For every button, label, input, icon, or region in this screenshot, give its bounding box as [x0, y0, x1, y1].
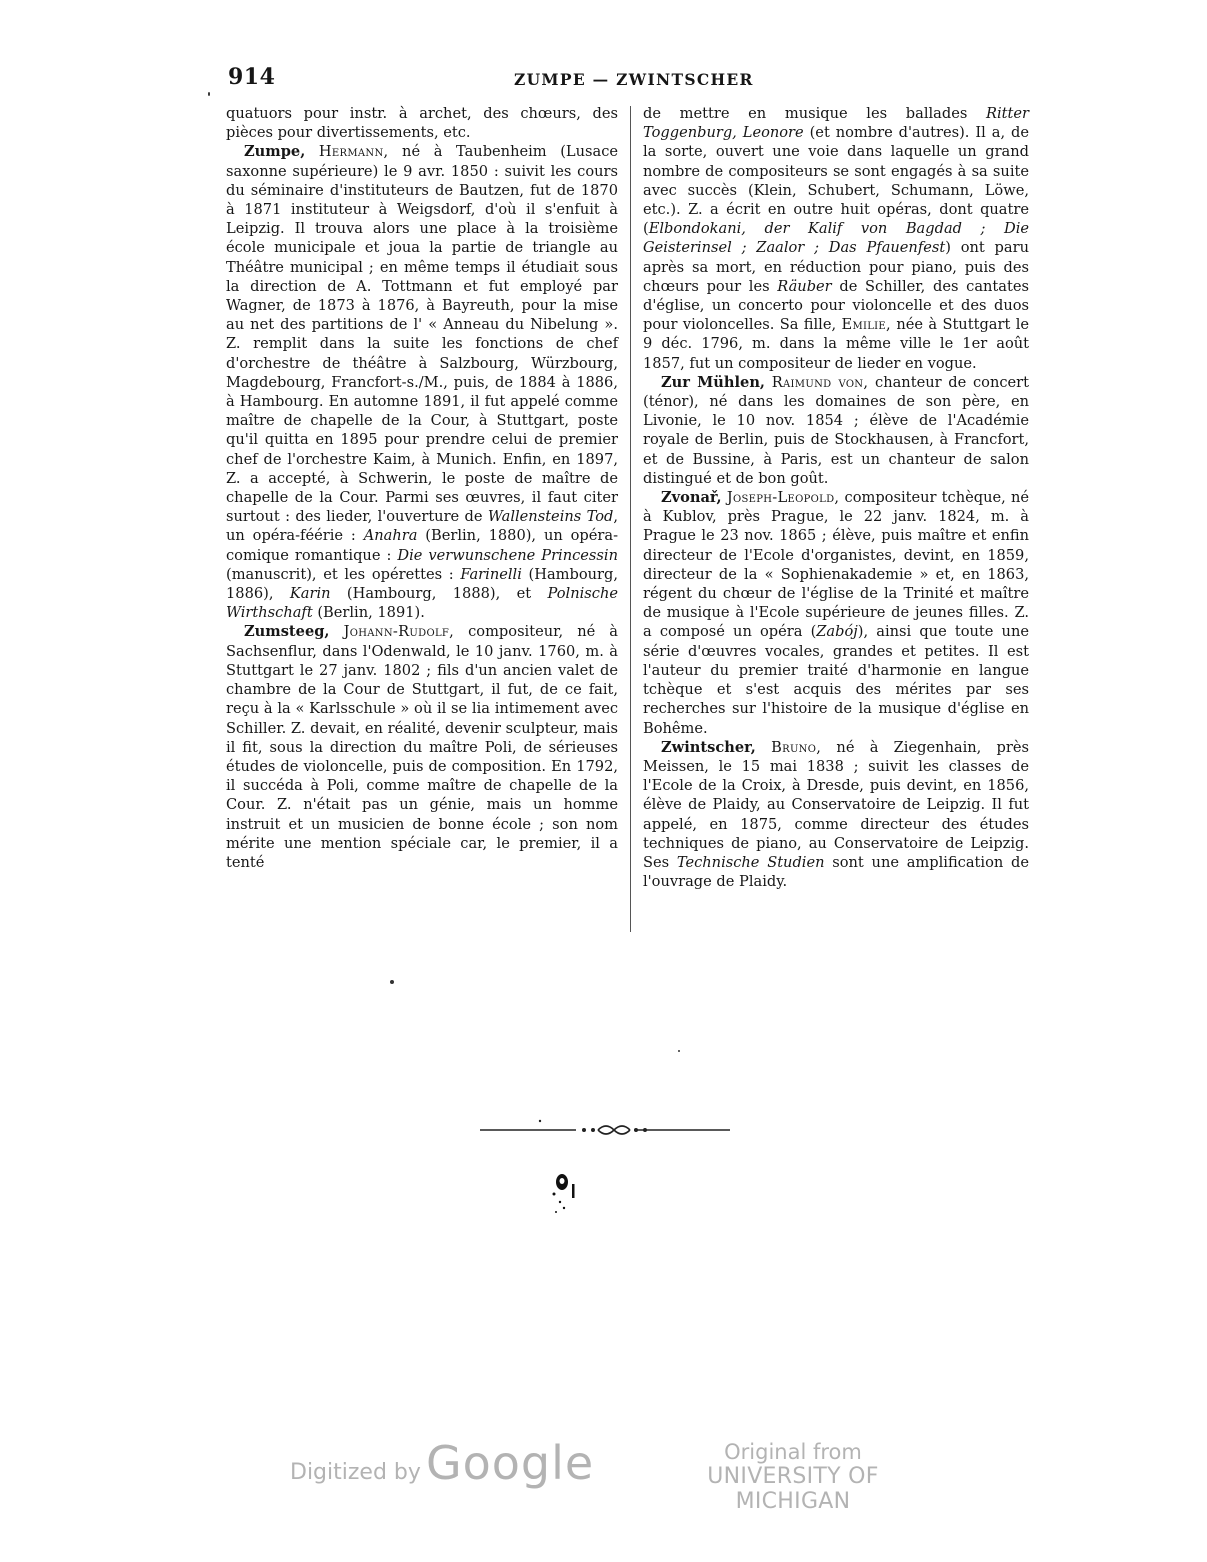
- headword: Zumsteeg,: [244, 623, 330, 641]
- work-title: Wallensteins Tod: [487, 508, 614, 526]
- entry-text: compositeur, né à Sachsenflur, dans l'Odenwald, le 10 janv. 1760, m. à Stuttgart le 27 janv. 1802 ; fils d'un ancien valet de chambre de la Cour de Stuttgart, il fut, de ce fait, reçu à la « Karlsschule » où il se lia intimement avec Schiller. Z. devait, en réalité, devenir sculpteur, mais il fit, sous la direction du maître Poli, de sérieuses études de violoncelle, puis de composition. En 1792, il succéda à Poli, comme maître de chapelle de la Cour. Z. n'était pas un génie, mais un homme instruit et un musicien de bonne école ; son nom mérite une mention spéciale car, le premier, il a tenté: [226, 623, 618, 871]
- work-title: Technische Studien: [676, 853, 825, 871]
- ink-speck: [390, 980, 394, 984]
- digitized-by-watermark: [290, 1436, 594, 1490]
- left-column: [226, 104, 618, 872]
- entry-text: sont une amplification de l'ouvrage de Plaidy.: [643, 853, 1029, 891]
- work-title: Die verwunschene Princessin: [397, 546, 618, 564]
- entry-text: né à Ziegenhain, près Meissen, le 15 mai 1838 ; suivit les classes de l'Ecole de la Croix, à Dresde, puis devint, en 1856, élève de Plaidy, au Conservatoire de Leipzig. Il fut appelé, en 1875, comme directeur des études techniques de piano, au Conservatoire de Leipzig. Ses: [643, 738, 1029, 871]
- entry-text: (Berlin, 1880), un opéra-comique romantique :: [226, 527, 618, 564]
- given-name: Joseph-Leopold,: [726, 489, 840, 507]
- entry-zumsteeg: [226, 622, 618, 872]
- entry-text: , un opéra-féérie :: [226, 508, 618, 545]
- given-name: Bruno,: [771, 738, 822, 756]
- entry-text: (et nombre d'autres). Il a, de la sorte, ouvert une voie dans laquelle un grand nombre de compositeurs se sont engagés à sa suite avec succès (Klein, Schubert, Schumann, Löwe, etc.). Z. a écrit en outre huit opéras, dont quatre (: [643, 124, 1030, 238]
- google-brand: Google: [426, 1436, 595, 1490]
- ink-blot: [548, 1168, 582, 1220]
- work-title: Zabój: [816, 623, 858, 641]
- headword: Zvonař,: [661, 489, 722, 507]
- work-title: Anahra: [363, 527, 418, 545]
- entry-text: ), ainsi que toute une série d'œuvres vocales, grandes et petites. Il est l'auteur du premier traité d'harmonie en langue tchèque et s'est acquis des mérites par ses recherches sur l'histoire de la musique d'église en Bohême.: [643, 623, 1029, 737]
- entry-text: de mettre en musique les ballades: [643, 105, 986, 122]
- ink-speck: [208, 92, 210, 96]
- entry-text: compositeur tchèque, né à Kublov, près Prague, le 22 janv. 1824, m. à Prague le 23 nov. 1865 ; élève, puis maître et enfin directeur de l'Ecole d'organistes, devint, en 1859, directeur de la « Sophienakademie » et, en 1863, régent du chœur de l'église de la Trinité et maître de musique à l'Ecole supérieure de jeunes filles. Z. a composé un opéra (: [643, 489, 1029, 641]
- entry-continuation: quatuors pour instr. à archet, des chœurs, des pièces pour divertissements, etc.: [226, 105, 618, 142]
- university-label: UNIVERSITY OF MICHIGAN: [707, 1464, 879, 1514]
- headword: Zumpe,: [244, 143, 306, 161]
- given-name: Emilie,: [841, 316, 891, 334]
- work-title: Karin: [289, 585, 331, 603]
- original-from-label: Original from: [724, 1440, 862, 1464]
- entry-zur-muhlen: [643, 373, 1029, 488]
- given-name: Hermann,: [318, 143, 389, 161]
- original-from-watermark: [670, 1440, 916, 1514]
- work-title: Polnische Wirthschaft: [226, 585, 618, 622]
- entry-zvonar: [643, 488, 1029, 738]
- work-title: Farinelli: [460, 565, 522, 583]
- headword: Zwintscher,: [661, 738, 756, 756]
- digitized-prefix: Digitized by: [290, 1460, 421, 1485]
- entry-text: (manuscrit), et les opérettes :: [226, 565, 461, 583]
- entry-text: ) ont paru après sa mort, en réduction pour piano, puis des chœurs pour les: [643, 239, 1029, 295]
- entry-text: né à Taubenheim (Lusace saxonne supérieure) le 9 avr. 1850 : suivit les cours du séminaire d'instituteurs de Bautzen, fut de 1870 à 1871 instituteur à Weigsdorf, d'où il s'enfuit à Leipzig. Il trouva alors une place à la troisième école municipale et joua la partie de triangle au Théâtre municipal ; en même temps il étudiait sous la direction de A. Tottmann et fut employé par Wagner, de 1873 à 1876, à Bayreuth, pour la mise au net des partitions de l' « Anneau du Nibelung ». Z. remplit dans la suite les fonctions de chef d'orchestre de théâtre à Salzbourg, Würzbourg, Magdebourg, Francfort-s./M., puis, de 1884 à 1886, à Hambourg. En automne 1891, il fut appelé comme maître de chapelle de la Cour, à Stuttgart, poste qu'il quitta en 1895 pour prendre celui de premier chef de l'orchestre Kaim, à Munich. Enfin, en 1897, Z. a accepté, à Schwerin, le poste de maître de chapelle de la Cour. Parmi ses œuvres, il faut citer surtout : des lieder, l'ouverture de: [226, 143, 618, 526]
- work-title: Elbondokani, der Kalif von Bagdad ; Die Geisterinsel ; Zaalor ; Das Pfauenfest: [643, 220, 1029, 257]
- column-divider: [630, 106, 631, 932]
- ink-speck: [678, 1050, 680, 1052]
- entry-zumpe: [226, 142, 618, 622]
- work-title: Ritter Toggenburg, Leonore: [643, 105, 1029, 142]
- given-name: Raimund von,: [771, 373, 869, 391]
- entry-zwintscher: [643, 738, 1029, 892]
- entry-zumsteeg-continued: [643, 104, 1029, 373]
- entry-text: de Schiller, des cantates d'église, un concerto pour violoncelle et des duos pour violoncelles. Sa fille,: [643, 277, 1029, 334]
- entry-text: (Berlin, 1891).: [312, 604, 425, 622]
- given-name: Johann-Rudolf,: [343, 623, 455, 641]
- right-column: [643, 104, 1029, 891]
- work-title: Räuber: [777, 277, 832, 295]
- running-head: ZUMPE — ZWINTSCHER: [514, 70, 754, 89]
- entry-text: chanteur de concert (ténor), né dans les domaines de son père, en Livonie, le 10 nov. 1854 ; élève de l'Académie royale de Berlin, puis de Stockhausen, à Francfort, et de Bussine, à Paris, est un chanteur de salon distingué et de bon goût.: [643, 373, 1030, 487]
- entry-text: née à Stuttgart le 9 déc. 1796, m. dans la même ville le 1er août 1857, fut un compositeur de lieder en vogue.: [643, 316, 1029, 372]
- end-ornament: [480, 1118, 730, 1142]
- entry-text: (Hambourg, 1888), et: [330, 585, 548, 603]
- page-number: 914: [228, 64, 276, 90]
- entry-text: (Hambourg, 1886),: [226, 565, 618, 603]
- headword: Zur Mühlen,: [661, 373, 766, 391]
